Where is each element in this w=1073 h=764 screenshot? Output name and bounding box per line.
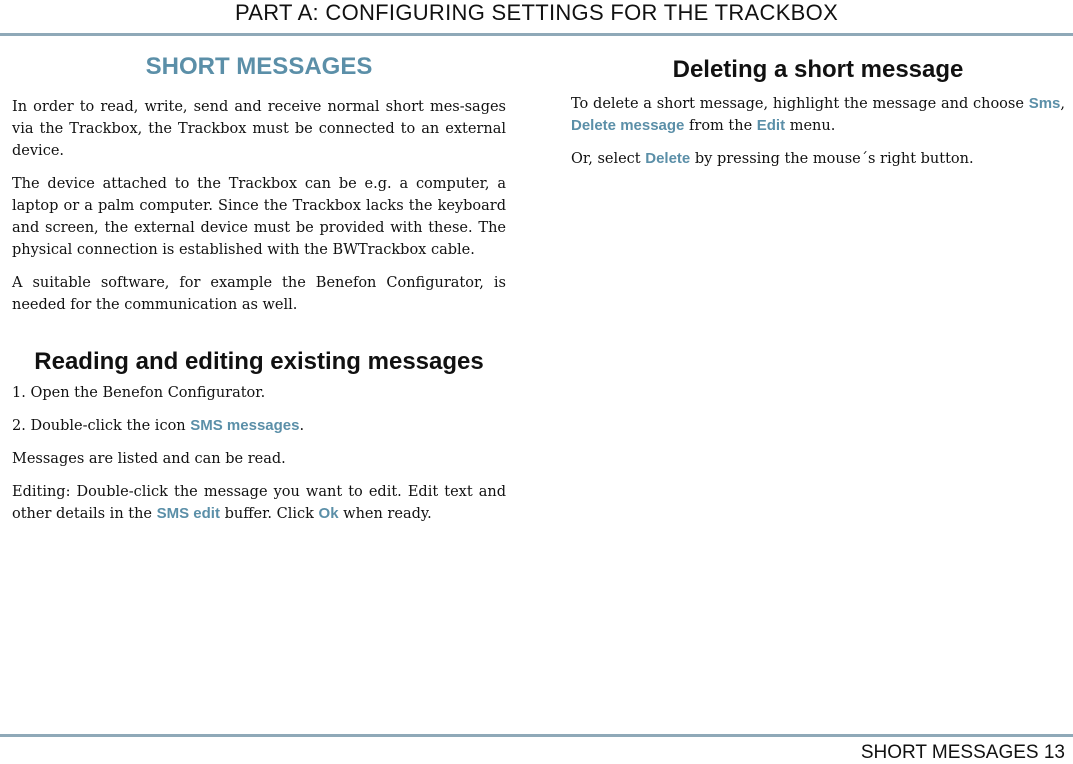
editing-end: when ready. xyxy=(338,506,432,522)
delete-sep: , xyxy=(1060,96,1065,112)
listed-paragraph: Messages are listed and can be read. xyxy=(12,451,286,467)
sms-edit-keyword: SMS edit xyxy=(156,505,220,522)
page-header-title: PART A: CONFIGURING SETTINGS FOR THE TRACKBOX xyxy=(234,0,839,25)
page-footer: SHORT MESSAGES 13 xyxy=(860,742,1065,763)
delete-paragraph xyxy=(571,93,1065,137)
delete-end: menu. xyxy=(785,118,836,134)
reading-subheading: Reading and editing existing messages xyxy=(34,348,484,375)
sms-keyword: Sms xyxy=(1028,95,1061,112)
delete-keyword: Delete xyxy=(645,150,691,167)
select-end: by pressing the mouse´s right button. xyxy=(690,151,974,167)
device-paragraph: The device attached to the Trackbox can be e.g. a computer, a laptop or a palm computer. Since the Trackbox lacks the keyboard and screen, the external device must be provided with these. The physical connection is established with the BWTrackbox cable. xyxy=(12,176,506,258)
editing-text: Editing: Double-click the message you want to edit. Edit text and other details in the xyxy=(12,484,506,522)
sms-messages-keyword: SMS messages xyxy=(190,417,300,434)
step-1: 1. Open the Benefon Configurator. xyxy=(12,385,266,401)
left-column xyxy=(12,50,506,536)
software-paragraph: A suitable software, for example the Benefon Configurator, is needed for the communication as well. xyxy=(12,275,506,313)
editing-paragraph xyxy=(12,481,506,525)
deleting-subheading: Deleting a short message xyxy=(672,56,964,83)
step-2-end: . xyxy=(299,418,305,434)
delete-mid: from the xyxy=(684,118,757,134)
header-rule xyxy=(0,33,1073,36)
spacer xyxy=(12,327,506,347)
editing-mid: buffer. Click xyxy=(219,506,319,522)
edit-keyword: Edit xyxy=(756,117,786,134)
ok-keyword: Ok xyxy=(318,505,339,522)
select-delete-paragraph xyxy=(571,148,1065,170)
right-column xyxy=(571,50,1065,181)
step-2-text: 2. Double-click the icon xyxy=(12,418,191,434)
section-title: SHORT MESSAGES xyxy=(145,53,373,80)
intro-paragraph: In order to read, write, send and receive normal short mes-sages via the Trackbox, the Trackbox must be connected to an external device. xyxy=(12,99,506,159)
step-2 xyxy=(12,415,506,437)
select-text: Or, select xyxy=(571,151,646,167)
delete-message-keyword: Delete message xyxy=(571,117,685,134)
footer-rule xyxy=(0,734,1073,737)
delete-text: To delete a short message, highlight the message and choose xyxy=(571,96,1029,112)
